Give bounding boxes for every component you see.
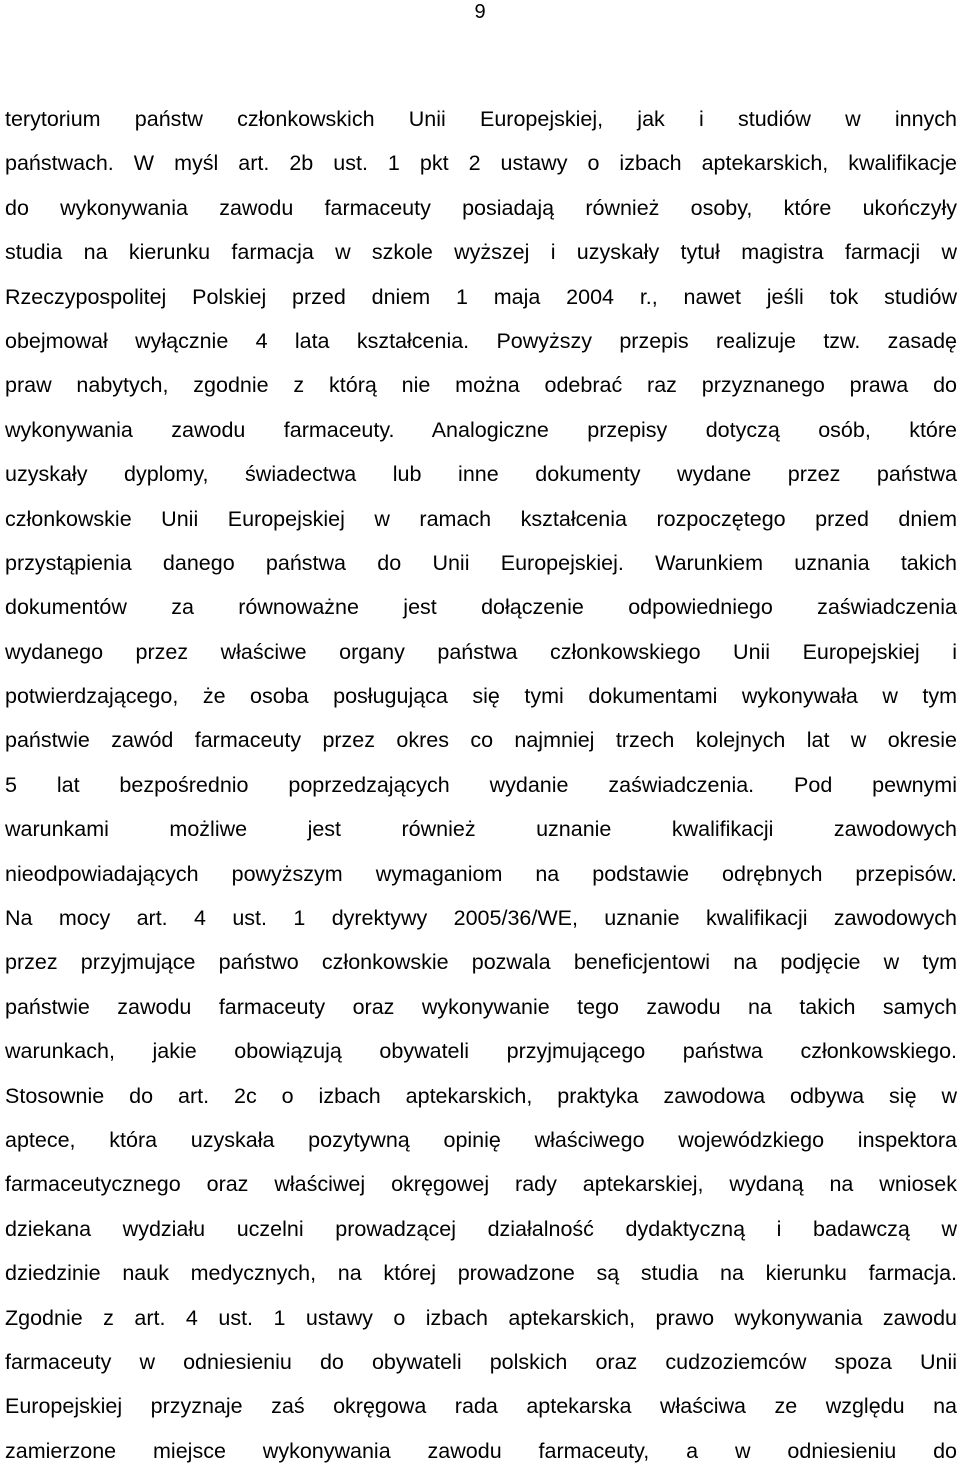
- text-line: dokumentów za równoważne jest dołączenie odpowiedniego zaświadczenia: [5, 595, 957, 620]
- text-line: Europejskiej przyznaje zaś okręgowa rada aptekarska właściwa ze względu na: [5, 1394, 957, 1419]
- text-line: nieodpowiadających powyższym wymaganiom na podstawie odrębnych przepisów.: [5, 861, 957, 886]
- page-number: 9: [474, 1, 486, 23]
- text-line: państwie zawodu farmaceuty oraz wykonywanie tego zawodu na takich samych: [5, 994, 957, 1019]
- text-line: Stosownie do art. 2c o izbach aptekarskich, praktyka zawodowa odbywa się w: [5, 1083, 957, 1108]
- text-line: zamierzone miejsce wykonywania zawodu farmaceuty, a w odniesieniu do: [5, 1438, 957, 1463]
- text-line: Rzeczypospolitej Polskiej przed dniem 1 maja 2004 r., nawet jeśli tok studiów: [5, 284, 957, 309]
- text-line: praw nabytych, zgodnie z którą nie można odebrać raz przyznanego prawa do: [5, 373, 957, 398]
- text-line: wykonywania zawodu farmaceuty. Analogiczne przepisy dotyczą osób, które: [5, 417, 957, 442]
- text-line: członkowskie Unii Europejskiej w ramach kształcenia rozpoczętego przed dniem: [5, 506, 957, 531]
- text-line: Zgodnie z art. 4 ust. 1 ustawy o izbach aptekarskich, prawo wykonywania zawodu: [5, 1305, 957, 1330]
- text-line: obejmował wyłącznie 4 lata kształcenia. Powyższy przepis realizuje tzw. zasadę: [5, 328, 957, 353]
- text-line: potwierdzającego, że osoba posługująca się tymi dokumentami wykonywała w tym: [5, 684, 957, 709]
- text-line: studia na kierunku farmacja w szkole wyższej i uzyskały tytuł magistra farmacji w: [5, 240, 957, 265]
- text-line: farmaceutycznego oraz właściwej okręgowej rady aptekarskiej, wydaną na wniosek: [5, 1172, 957, 1197]
- text-line: wydanego przez właściwe organy państwa członkowskiego Unii Europejskiej i: [5, 639, 957, 664]
- text-line: uzyskały dyplomy, świadectwa lub inne dokumenty wydane przez państwa: [5, 462, 957, 487]
- text-line: warunkach, jakie obowiązują obywateli przyjmującego państwa członkowskiego.: [5, 1039, 957, 1064]
- text-line: państwie zawód farmaceuty przez okres co najmniej trzech kolejnych lat w okresie: [5, 728, 957, 753]
- text-line: dziedzinie nauk medycznych, na której prowadzone są studia na kierunku farmacja.: [5, 1261, 957, 1286]
- text-line: terytorium państw członkowskich Unii Europejskiej, jak i studiów w innych: [5, 107, 957, 131]
- text-line: dziekana wydziału uczelni prowadzącej działalność dydaktyczną i badawczą w: [5, 1216, 957, 1241]
- text-line: aptece, która uzyskała pozytywną opinię właściwego wojewódzkiego inspektora: [5, 1127, 957, 1152]
- text-line: przystąpienia danego państwa do Unii Europejskiej. Warunkiem uznania takich: [5, 550, 957, 575]
- body-text: [5, 97, 957, 1473]
- text-line: przez przyjmujące państwo członkowskie pozwala beneficjentowi na podjęcie w tym: [5, 950, 957, 975]
- text-line: warunkami możliwe jest również uznanie kwalifikacji zawodowych: [5, 817, 957, 842]
- text-line: do wykonywania zawodu farmaceuty posiadają również osoby, które ukończyły: [5, 195, 957, 220]
- text-line: państwach. W myśl art. 2b ust. 1 pkt 2 ustawy o izbach aptekarskich, kwalifikacje: [5, 151, 957, 176]
- text-line: farmaceuty w odniesieniu do obywateli polskich oraz cudzoziemców spoza Unii: [5, 1349, 957, 1374]
- text-line: Na mocy art. 4 ust. 1 dyrektywy 2005/36/WE, uznanie kwalifikacji zawodowych: [5, 906, 957, 931]
- text-line: 5 lat bezpośrednio poprzedzających wydanie zaświadczenia. Pod pewnymi: [5, 772, 957, 797]
